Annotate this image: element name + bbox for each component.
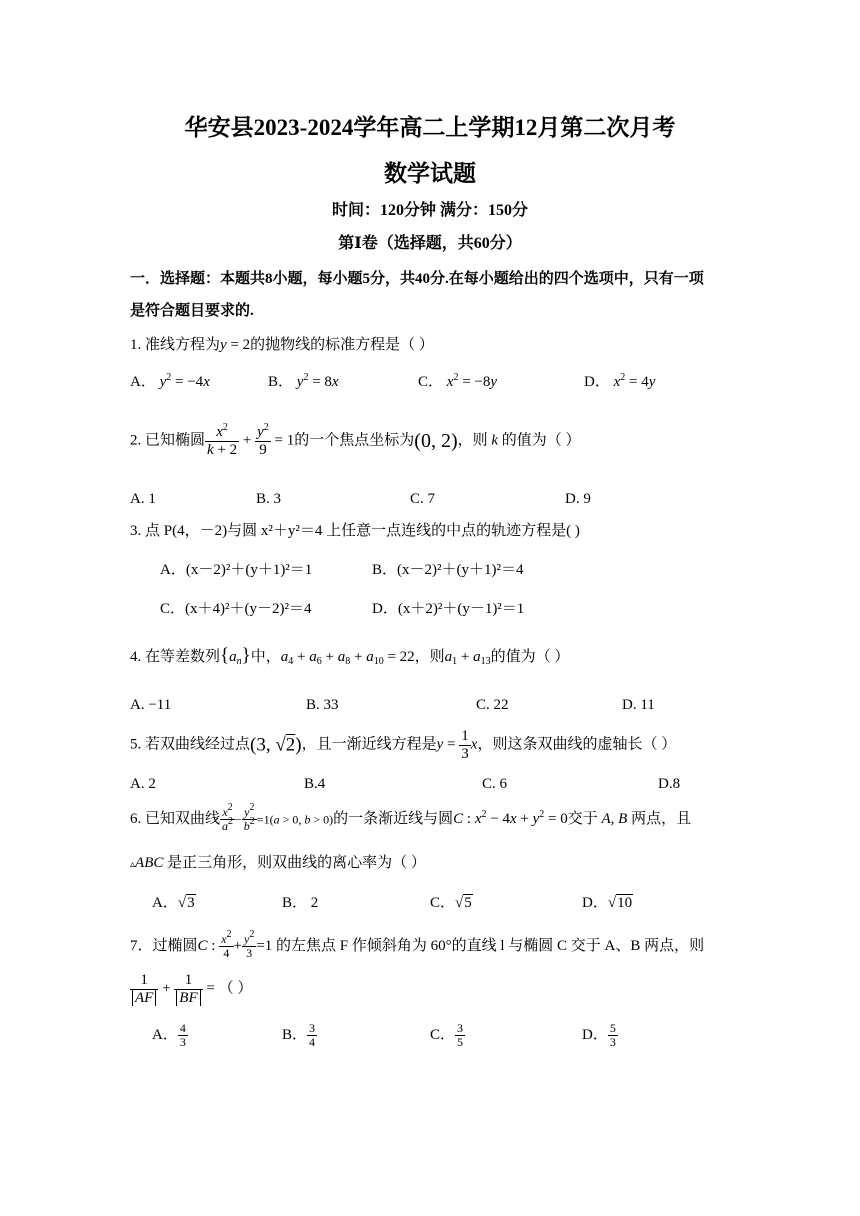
q6-stem-post: 交于: [567, 811, 598, 828]
q6-option-a: A．√3: [152, 895, 195, 911]
q1-option-b: B． $y^2 = 8x$: [268, 372, 339, 390]
q4-stem-post: ，则: [414, 649, 445, 665]
question-4: 4. 在等差数列$\{a_n\}$中，$a_4 + a_6 + a_8 + a_{10} = 22$，则$a_1 + a_{13}$的值为（ ）: [130, 645, 570, 667]
q2-ellipse-y-term: $\frac{y^2}{9}$: [257, 422, 269, 458]
time-info: 时间：120分钟 满分：150分: [331, 202, 528, 219]
q3-option-c: C．(x＋4)²＋(y－2)²＝4: [160, 601, 312, 617]
q6-line2: ▵ABC 是正三角形，则双曲线的离心率为（ ）: [130, 855, 426, 871]
question-3: 3. 点 P(4，－2)与圆 x²＋y²＝4 上任意一点连线的中点的轨迹方程是( ): [130, 523, 580, 539]
q2-option-d: D. 9: [565, 491, 591, 507]
q6-option-c: C．√5: [430, 895, 472, 911]
q4-option-d: D. 11: [622, 697, 655, 713]
q7-option-c: C． $\frac{3}{5}$: [430, 1021, 464, 1050]
q5-stem-mid: ，且一渐近线方程是: [301, 736, 437, 753]
q1-stem-post: 的抛物线的标准方程是（ ）: [250, 337, 434, 353]
q5-option-c: C. 6: [482, 776, 508, 792]
q5-option-d: D.8: [658, 776, 681, 792]
q1-option-c: C． $x^2 = -8y$: [418, 372, 498, 390]
q4-stem-tail: 的值为（ ）: [490, 649, 570, 665]
q7-option-b: B． $\frac{3}{4}$: [282, 1021, 316, 1050]
q4-stem-pre: 4. 在等差数列: [130, 649, 221, 665]
q5-option-b: B.4: [304, 776, 326, 792]
q7-stem-post: 的左焦点 F 作倾斜角为 60°的直线 l 与椭圆 C 交于 A、B 两点，则: [276, 938, 705, 955]
q4-option-b: B. 33: [306, 697, 339, 713]
question-7: 7．过椭圆C : $\frac{x^2}{4}$ + $\frac{y^2}{3}$ =1 的左焦点 F 作倾斜角为 60°的直线 l 与椭圆 C 交于 A、B 两点，则: [130, 929, 705, 961]
q5-asymptote-fraction: $\frac{1}{3}$: [461, 728, 469, 762]
q6-stem-post2: 两点，且: [631, 811, 692, 828]
q5-stem-post: ，则这条双曲线的虚轴长（ ）: [477, 736, 677, 753]
q2-stem-mid: 的一个焦点坐标为: [294, 432, 415, 449]
q1-option-d: D． $x^2 = 4y$: [584, 372, 656, 390]
q2-stem-tail: 的值为（ ）: [501, 432, 581, 449]
q2-stem-post: ，则: [457, 432, 488, 449]
q7-option-d: D． $\frac{5}{3}$: [582, 1021, 616, 1050]
q7-ellipse-x-term: $\frac{x^2}{4}$: [221, 929, 232, 961]
q7-stem-pre: 7．过椭圆: [130, 938, 198, 955]
q2-option-a: A. 1: [130, 491, 156, 507]
q7-line2-post: （ ）: [218, 980, 253, 997]
q3-option-d: D．(x＋2)²＋(y－1)²＝1: [372, 601, 525, 617]
section-instruction-line2: 是符合题目要求的.: [130, 303, 254, 319]
q3-option-a: A．(x－2)²＋(y＋1)²＝1: [160, 562, 313, 578]
q2-ellipse-x-term: $\frac{x^2}{k + 2}$: [207, 422, 238, 458]
q6-line2-text: 是正三角形，则双曲线的离心率为（ ）: [167, 855, 426, 871]
q6-hyperbola-x-term: $\frac{x^2}{a^2}$: [222, 802, 234, 834]
q6-option-d: D．√10: [582, 895, 633, 911]
q4-stem-mid: 中，: [250, 649, 281, 665]
q7-reciprocal-af: $\frac{1}{AF}$: [130, 972, 158, 1006]
exam-title: 华安县2023-2024学年高二上学期12月第二次月考: [184, 115, 676, 140]
q1-stem-pre: 1. 准线方程为: [130, 337, 221, 353]
q1-option-a: A． $y^2 = -4x$: [130, 372, 210, 390]
q6-hyperbola-y-term: $\frac{y^2}{b^2}$: [243, 802, 255, 834]
q4-option-a: A. −11: [130, 697, 172, 713]
q4-option-c: C. 22: [476, 697, 509, 713]
q6-stem-mid: 的一条渐近线与圆: [333, 811, 454, 828]
question-1: 1. 准线方程为y = 2的抛物线的标准方程是（ ）: [130, 337, 434, 353]
q2-stem-pre: 2. 已知椭圆: [130, 432, 206, 449]
q7-option-a: A． $\frac{4}{3}$: [152, 1021, 186, 1050]
q7-reciprocal-bf: $\frac{1}{BF}$: [174, 972, 202, 1006]
question-5: 5. 若双曲线经过点(3, √2)，且一渐近线方程是y = $\frac{1}{3}$ x，则这条双曲线的虚轴长（ ）: [130, 728, 677, 762]
question-6: 6. 已知双曲线 $\frac{x^2}{a^2}$ − $\frac{y^2}{b^2}$ =1(a > 0, b > 0)的一条渐近线与圆C : $x^2 - 4x + y^2 = 0$交于 A, B 两点，且: [130, 802, 692, 834]
q3-option-b: B．(x－2)²＋(y＋1)²＝4: [372, 562, 524, 578]
q7-ellipse-y-term: $\frac{y^2}{3}$: [244, 929, 255, 961]
q5-stem-pre: 5. 若双曲线经过点: [130, 736, 251, 753]
q7-line2: $\frac{1}{AF}$ + $\frac{1}{BF}$ = （ ）: [130, 972, 252, 1006]
section-instruction-line1: 一．选择题：本题共8小题，每小题5分，共40分.在每小题给出的四个选项中，只有一项: [130, 271, 704, 287]
exam-subject: 数学试题: [384, 161, 476, 186]
part-title: 第Ⅰ卷（选择题，共60分）: [338, 235, 522, 252]
q2-option-b: B. 3: [256, 491, 282, 507]
q2-option-c: C. 7: [410, 491, 436, 507]
q5-option-a: A. 2: [130, 776, 156, 792]
q6-stem-pre: 6. 已知双曲线: [130, 811, 221, 828]
question-2: 2. 已知椭圆 $\frac{x^2}{k + 2}$ + $\frac{y^2}{9}$ = 1的一个焦点坐标为(0, 2)，则 k 的值为（ ）: [130, 422, 581, 458]
q6-option-b: B． 2: [282, 895, 319, 911]
